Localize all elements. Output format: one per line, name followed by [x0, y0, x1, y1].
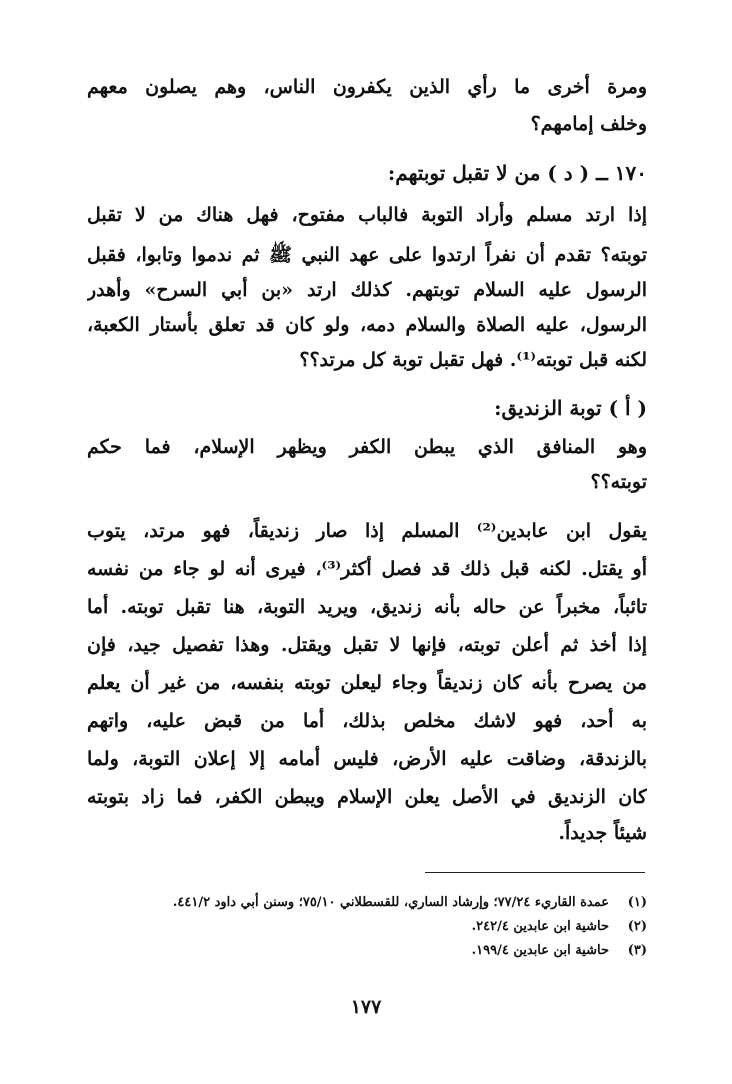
subsection-a-line-2: توبته؟؟ [590, 471, 647, 493]
section-170-heading: ١٧٠ ــ ( د ) من لا تقبل توبتهم: [387, 161, 647, 185]
section-170-line-1: إذا ارتد مسلم وأراد التوبة فالباب مفتوح، فهل هناك من لا تقبل [87, 204, 647, 226]
paragraph-line-2: أو يقتل. لكنه قبل ذلك قد فصل أكثر⁽³⁾، فيرى أنه لو جاء من نفسه [87, 558, 647, 580]
footnote-2-number: (٢) [627, 919, 647, 934]
footnote-2-text: حاشية ابن عابدين ٢٤٢/٤. [471, 919, 609, 934]
footnote-3 [472, 941, 647, 961]
subsection-a-line-1: وهو المنافق الذي يبطن الكفر ويظهر الإسلام، فما حكم [87, 436, 647, 458]
footnote-divider [425, 872, 645, 873]
footnote-3-number: (٣) [627, 943, 647, 958]
section-170-line-5: لكنه قبل توبته⁽¹⁾. فهل تقبل توبة كل مرتد؟؟ [299, 349, 647, 371]
paragraph-line-6: به أحد، فهو لاشك مخلص بذلك، أما من قبض عليه، واتهم [87, 710, 647, 732]
footnote-1-number: (١) [627, 895, 647, 910]
paragraph-line-8: كان الزنديق في الأصل يعلن الإسلام ويبطن الكفر، فما زاد بتوبته [87, 786, 647, 808]
section-170-line-2: توبته؟ تقدم أن نفراً ارتدوا على عهد النبي ﷺ ثم ندموا وتابوا، فقبل [87, 244, 647, 266]
paragraph-line-1: يقول ابن عابدين⁽²⁾ المسلم إذا صار زنديقاً، فهو مرتد، يتوب [87, 520, 647, 542]
footnote-2 [472, 917, 647, 937]
intro-line-1: ومرة أخرى ما رأي الذين يكفرون الناس، وهم يصلون معهم [87, 76, 647, 98]
subsection-a-heading: ( أ ) توبة الزنديق: [494, 396, 647, 420]
footnote-1 [173, 893, 647, 913]
footnote-3-text: حاشية ابن عابدين ١٩٩/٤. [471, 943, 609, 958]
paragraph-line-9: شيئاً جديداً. [558, 822, 647, 844]
paragraph-line-5: من يصرح بأنه كان زنديقاً وجاء ليعلن توبته بنفسه، من غير أن يعلم [87, 672, 647, 694]
section-170-line-3: الرسول عليه السلام توبتهم. كذلك ارتد «بن أبي السرح» وأهدر [87, 279, 647, 301]
paragraph-line-4: إذا أخذ ثم أعلن توبته، فإنها لا تقبل ويقتل. وهذا تفصيل جيد، فإن [87, 634, 647, 656]
page-number: ١٧٧ [350, 996, 382, 1018]
paragraph-line-7: بالزندقة، وضاقت عليه الأرض، فليس أمامه إلا إعلان التوبة، ولما [87, 748, 647, 770]
footnote-1-text: عمدة القاريء ٧٧/٢٤؛ وإرشاد الساري، للقسطلاني ٧٥/١٠؛ وسنن أبي داود ٤٤١/٢. [172, 895, 609, 910]
intro-line-2: وخلف إمامهم؟ [530, 113, 647, 135]
paragraph-line-3: تائباً، مخبراً عن حاله بأنه زنديق، ويريد التوبة، هنا تقبل توبته. أما [87, 596, 647, 618]
section-170-line-4: الرسول، عليه الصلاة والسلام دمه، ولو كان قد تعلق بأستار الكعبة، [87, 314, 647, 336]
